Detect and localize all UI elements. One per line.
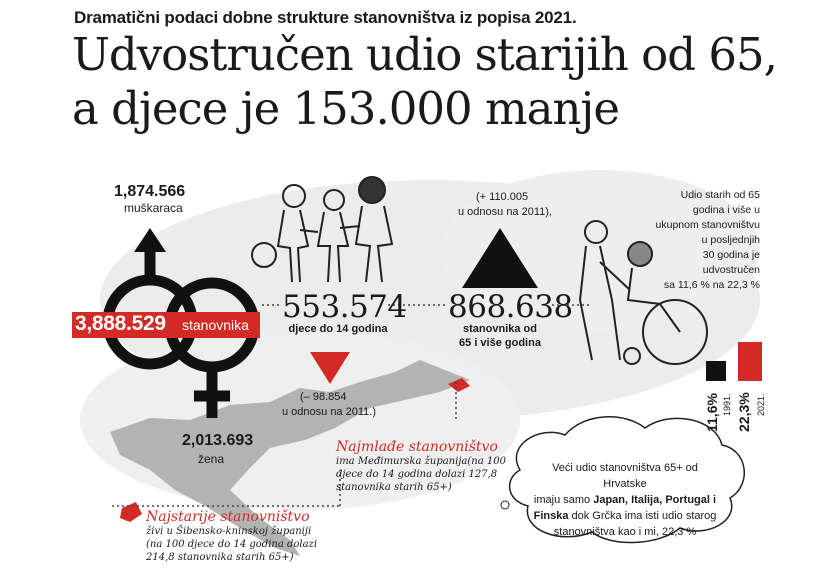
cloud-text bbox=[530, 460, 720, 540]
female-count: 2,013.693 bbox=[182, 432, 254, 449]
cloud-dot bbox=[501, 501, 509, 509]
cloud-line-4: stanovništva kao i mi, 22,3 % bbox=[553, 526, 697, 538]
female-label: žena bbox=[198, 452, 225, 466]
elderly-change-ref: u odnosu na 2011), bbox=[458, 206, 552, 218]
youngest-line-3: stanovnika starih 65+) bbox=[336, 482, 452, 493]
oldest-heading: Najstarije stanovništvo bbox=[146, 509, 310, 525]
share-note-line: Udio starih od 65 bbox=[680, 189, 760, 201]
share-note-line: sa 11,6 % na 22,3 % bbox=[663, 279, 760, 291]
total-population-value: 3,888.529 bbox=[75, 312, 166, 335]
share-note-line: ukupnom stanovništvu bbox=[655, 219, 760, 231]
cloud-line-2 bbox=[530, 492, 720, 508]
share-note-line: u posljednjih bbox=[701, 234, 760, 246]
share-1991-year: 1991. bbox=[722, 393, 732, 416]
children-change: (– 98.854 bbox=[300, 391, 347, 403]
share-note-line: 30 godina je bbox=[702, 249, 760, 261]
oldest-line-1: živi u Šibensko-kninskoj županiji bbox=[146, 526, 312, 537]
male-count: 1,874.566 bbox=[114, 183, 186, 200]
total-population-label: stanovnika bbox=[182, 317, 249, 333]
cloud-line-2-countries: Japan, Italija, Portugal i bbox=[593, 494, 717, 506]
subheading: Dramatični podaci dobne strukture stanovništva iz popisa 2021. bbox=[74, 8, 577, 27]
children-change-ref: u odnosu na 2011.) bbox=[282, 406, 376, 418]
cloud-line-3-post: dok Grčka ima isti udio starog bbox=[568, 510, 717, 522]
share-1991-value: 11,6% bbox=[704, 393, 720, 432]
cloud-line-1: Veći udio stanovništva 65+ od Hrvatske bbox=[552, 462, 698, 490]
share-2021-year: 2021. bbox=[756, 393, 766, 416]
share-note-line: godina i više u bbox=[692, 204, 760, 216]
youngest-line-1: ima Međimurska županija(na 100 bbox=[336, 456, 506, 467]
oldest-line-2: (na 100 djece do 14 godina dolazi bbox=[146, 539, 318, 550]
cloud-line-3-country: Finska bbox=[533, 510, 569, 522]
bar-2021 bbox=[738, 342, 762, 381]
children-label: djece do 14 godina bbox=[288, 323, 388, 335]
sibenik-region bbox=[120, 502, 142, 522]
elderly-count: 868.638 bbox=[448, 289, 573, 325]
share-2021-value: 22,3% bbox=[736, 392, 752, 432]
oldest-line-3: 214,8 stanovnika starih 65+) bbox=[146, 552, 294, 563]
elderly-label-1: stanovnika od bbox=[463, 323, 537, 335]
youngest-heading: Najmlađe stanovništvo bbox=[336, 439, 498, 455]
male-label: muškaraca bbox=[124, 201, 183, 215]
page-title: Udvostručen udio starijih od 65, a djece je 153.000 manje bbox=[72, 28, 777, 135]
bar-1991 bbox=[706, 361, 726, 381]
elderly-label-2: 65 i više godina bbox=[459, 337, 541, 349]
cloud-line-2-pre: imaju samo bbox=[533, 494, 594, 506]
children-count: 553.574 bbox=[282, 289, 407, 325]
youngest-line-2: djece do 14 godina dolazi 127,8 bbox=[336, 469, 498, 480]
cloud-line-3 bbox=[530, 508, 720, 524]
share-note bbox=[640, 188, 760, 293]
elderly-change: (+ 110.005 bbox=[476, 191, 529, 203]
share-note-line: udvostručen bbox=[702, 264, 760, 276]
